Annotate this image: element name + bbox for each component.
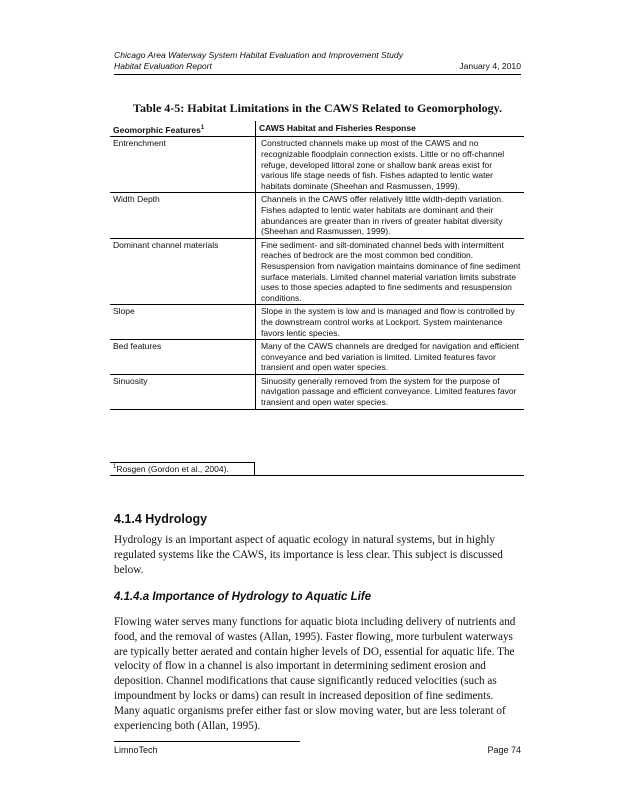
footer-divider <box>114 741 300 742</box>
table-row <box>110 340 524 375</box>
page-footer <box>114 745 521 755</box>
table-bottom-rule <box>250 475 524 476</box>
header-divider <box>114 74 521 75</box>
footer-company: LimnoTech <box>114 745 158 755</box>
table-row <box>110 193 524 238</box>
page-header <box>114 50 521 72</box>
table-row <box>110 305 524 340</box>
response-cell: Channels in the CAWS offer relatively little width-depth variation. Fishes adapted to lentic water habitats are dominant and their abundances are greater than in rivers of greater habitat diversity (Sheehan and Rasmussen, 1999). <box>256 193 525 238</box>
header-study-title: Chicago Area Waterway System Habitat Evaluation and Improvement Study <box>114 50 403 60</box>
response-cell: Sinuosity generally removed from the system for the purpose of navigation passage and efficient conveyance. Limited features favor transient and open water species. <box>256 374 525 409</box>
feature-cell: Sinuosity <box>110 374 256 409</box>
table-row <box>110 238 524 305</box>
subsection-heading: 4.1.4.a Importance of Hydrology to Aquatic Life <box>114 591 372 603</box>
response-cell: Constructed channels make up most of the CAWS and no recognizable floodplain connection exists. Little or no off-channel refuge, developed littoral zone or shallow bank areas exist for various life stage needs of fish. Fishes adapted to lentic water habitats dominate (Sheehan and Rasmussen, 1999). <box>256 137 525 193</box>
page-number: Page 74 <box>487 745 521 755</box>
subsection-paragraph: Flowing water serves many functions for aquatic biota including delivery of nutrients and food, and the removal of wastes (Allan, 1995). Faster flowing, more turbulent waterways are typically better aerated and contain higher levels of DO, essential for aquatic life. The velocity of flow in a channel is also important in determining sediment erosion and deposition. Channel modifications that cause significantly reduced velocities (such as impoundment by locks or dams) can result in increased deposition of fine sediments. Many aquatic organisms prefer either fast or slow moving water, but are less tolerant of experiencing both (Allan, 1995). <box>114 616 516 732</box>
response-cell: Many of the CAWS channels are dredged for navigation and efficient conveyance and bed variation is limited. Limited features favor transient and open water species. <box>256 340 525 375</box>
table-header-response: CAWS Habitat and Fisheries Response <box>256 121 525 137</box>
response-cell: Fine sediment- and silt-dominated channel beds with intermittent reaches of bedrock are the most common bed condition. Resuspension from navigation maintains dominance of fine sediment surface materials. Limited channel material variation limits substrate uses to those species adapted to fine sediments and resuspension conditions. <box>256 238 525 305</box>
table-row <box>110 137 524 193</box>
section-paragraph: Hydrology is an important aspect of aquatic ecology in natural systems, but in highly regulated systems like the CAWS, its importance is less clear. This subject is discussed below. <box>114 534 503 576</box>
table-header-features: Geomorphic Features$^1$ <box>110 121 256 137</box>
feature-cell: Slope <box>110 305 256 340</box>
habitat-limitations-table <box>110 121 524 410</box>
section-heading: 4.1.4 Hydrology <box>114 512 208 526</box>
table-row <box>110 374 524 409</box>
table-title: Table 4-5: Habitat Limitations in the CAWS Related to Geomorphology. <box>133 101 502 115</box>
header-date: January 4, 2010 <box>459 61 521 71</box>
feature-cell: Entrenchment <box>110 137 256 193</box>
feature-cell: Width Depth <box>110 193 256 238</box>
feature-cell: Bed features <box>110 340 256 375</box>
header-report-title: Habitat Evaluation Report <box>114 61 212 71</box>
response-cell: Slope in the system is low and is managed and flow is controlled by the downstream control works at Lockport. System maintenance favors lentic species. <box>256 305 525 340</box>
feature-cell: Dominant channel materials <box>110 238 256 305</box>
table-footnote: $^1$Rosgen (Gordon et al., 2004). <box>110 462 255 476</box>
